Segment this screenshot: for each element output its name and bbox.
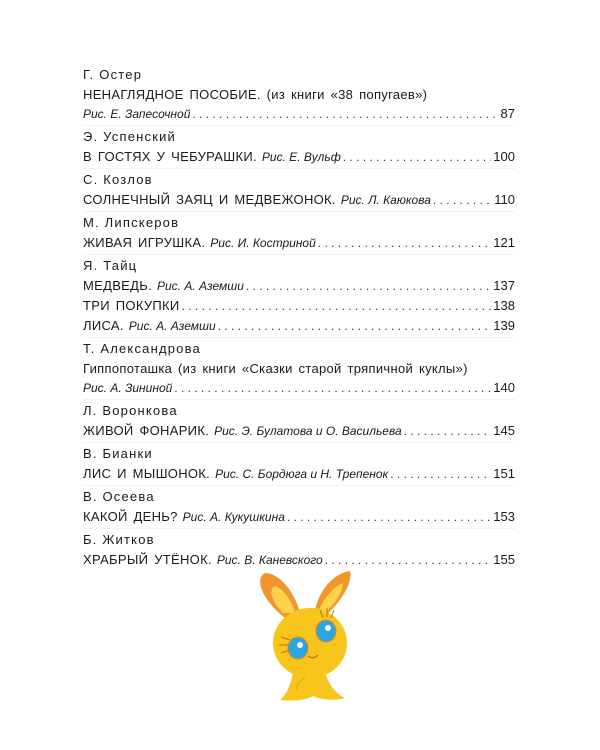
toc-row[interactable] — [83, 550, 515, 570]
story-title: В ГОСТЯХ У ЧЕБУРАШКИ. — [83, 149, 257, 164]
page-number: 153 — [493, 509, 515, 524]
story-title: ТРИ ПОКУПКИ — [83, 298, 180, 313]
toc-row[interactable] — [83, 276, 515, 296]
dot-leader — [343, 148, 492, 167]
toc-entry — [83, 338, 515, 400]
toc-row[interactable] — [83, 359, 515, 378]
toc-row[interactable] — [83, 104, 515, 124]
story-title: МЕДВЕДЬ. — [83, 278, 152, 293]
yellow-bunny-illustration — [255, 568, 365, 713]
author-name: Т. Александрова — [83, 341, 201, 356]
page-number: 151 — [493, 466, 515, 481]
toc-row[interactable] — [83, 147, 515, 167]
page-number: 138 — [493, 298, 515, 313]
dot-leader — [404, 422, 492, 441]
story-title: ЛИСА. — [83, 318, 124, 333]
author-name: Г. Остер — [83, 67, 143, 82]
page-number: 137 — [493, 278, 515, 293]
story-title: СОЛНЕЧНЫЙ ЗАЯЦ И МЕДВЕЖОНОК. — [83, 192, 336, 207]
illustrator: Рис. А. Аземши — [157, 279, 244, 293]
dot-leader — [246, 277, 491, 296]
page-number: 155 — [493, 552, 515, 567]
toc-entry — [83, 255, 515, 338]
illustrator: Рис. В. Каневского — [216, 553, 323, 567]
illustrator: Рис. С. Бордюга и Н. Трепенок — [215, 467, 389, 481]
story-title: ХРАБРЫЙ УТЁНОК. — [83, 552, 212, 567]
page-number: 145 — [493, 423, 515, 438]
illustrator: Рис. Э. Булатова и О. Васильева — [214, 424, 402, 438]
toc-entry — [83, 64, 515, 126]
story-title: ЖИВАЯ ИГРУШКА. — [83, 235, 206, 250]
illustrator: Рис. А. Зининой — [83, 381, 173, 395]
author-name: Б. Житков — [83, 532, 155, 547]
toc-row[interactable] — [83, 507, 515, 527]
illustrator: Рис. Е. Запесочной — [83, 107, 191, 121]
toc-entry — [83, 486, 515, 529]
toc-row[interactable] — [83, 421, 515, 441]
author-name: Э. Успенский — [83, 129, 177, 144]
illustrator: Рис. Е. Вульф — [261, 150, 341, 164]
toc-row[interactable] — [83, 464, 515, 484]
page-number: 140 — [493, 380, 515, 395]
dot-leader — [318, 234, 492, 253]
toc-entry — [83, 400, 515, 443]
dot-leader — [192, 105, 498, 124]
story-title: ЛИС И МЫШОНОК. — [83, 466, 211, 481]
author-name: М. Липскеров — [83, 215, 180, 230]
dot-leader — [218, 317, 492, 336]
dot-leader — [182, 297, 492, 316]
author-name: В. Осеева — [83, 489, 155, 504]
dot-leader — [287, 508, 491, 527]
author-name: С. Козлов — [83, 172, 153, 187]
illustrator: Рис. А. Аземши — [128, 319, 216, 333]
author-name: Л. Воронкова — [83, 403, 178, 418]
illustrator: Рис. Л. Каюкова — [340, 193, 431, 207]
page-number: 87 — [500, 106, 515, 121]
illustrator: Рис. И. Костриной — [210, 236, 316, 250]
toc-entry — [83, 212, 515, 255]
dot-leader — [433, 191, 492, 210]
toc-entry — [83, 443, 515, 486]
story-title: КАКОЙ ДЕНЬ? — [83, 509, 178, 524]
table-of-contents — [83, 64, 515, 571]
author-name: В. Бианки — [83, 446, 153, 461]
page-number: 139 — [493, 318, 515, 333]
author-name: Я. Тайц — [83, 258, 138, 273]
toc-row[interactable] — [83, 296, 515, 316]
dot-leader — [174, 379, 491, 398]
toc-row[interactable] — [83, 316, 515, 336]
toc-row[interactable] — [83, 233, 515, 253]
page-number: 100 — [493, 149, 515, 164]
story-title: Гиппопоташка (из книги «Сказки старой тряпичной куклы») — [83, 361, 468, 376]
toc-row[interactable] — [83, 85, 515, 104]
page-number: 110 — [494, 192, 515, 207]
toc-entry — [83, 169, 515, 212]
toc-row[interactable] — [83, 378, 515, 398]
dot-leader — [390, 465, 491, 484]
toc-entry — [83, 529, 515, 571]
page-number: 121 — [493, 235, 515, 250]
illustrator: Рис. А. Кукушкина — [182, 510, 285, 524]
toc-row[interactable] — [83, 190, 515, 210]
story-title: ЖИВОЙ ФОНАРИК. — [83, 423, 210, 438]
story-title: НЕНАГЛЯДНОЕ ПОСОБИЕ. (из книги «38 попугаев») — [83, 87, 428, 102]
toc-entry — [83, 126, 515, 169]
